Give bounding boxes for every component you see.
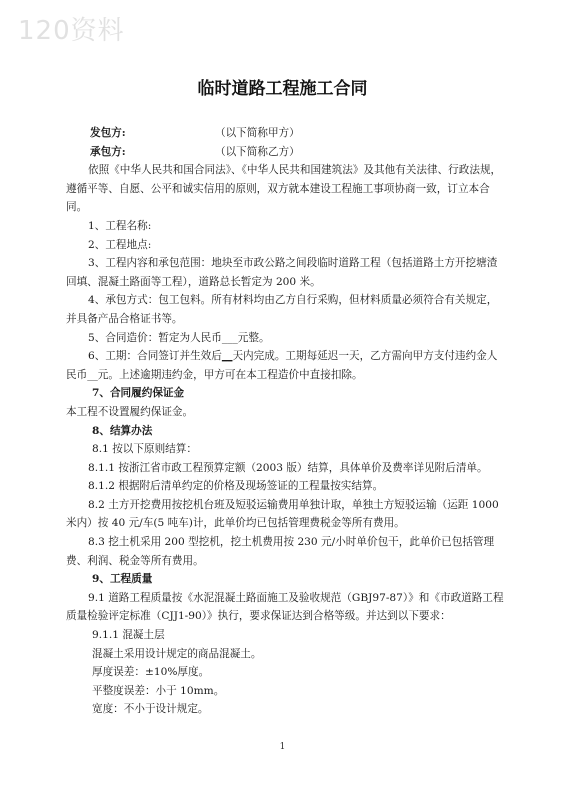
clause-9-1-1: 9.1.1 混凝土层 (92, 629, 165, 642)
section-8-heading: 8、结算办法 (92, 424, 153, 437)
price-text: 5、合同造价：暂定为人民币 (88, 331, 222, 344)
section-7-text: 本工程不设置履约保证金。 (66, 405, 194, 418)
price-unit: 元整。 (237, 331, 270, 344)
duration-text-end: 元。上述逾期违约金，甲方可在本工程造价中直接扣除。 (97, 368, 363, 381)
clause-8-2: 8.2 土方开挖费用按挖机台班及短驳运输费用单独计取，单独土方短驳运输（运距 1000 米内）按 40 元/车(5 吨车)计，此单价均已包括管理费税金等所有费用。 (66, 498, 499, 530)
clause-8-3: 8.3 挖土机采用 200 型挖机，挖土机费用按 230 元/小时单价包干，此单价已包括管理费、利润、税金等所有费用。 (66, 536, 495, 567)
contractor-value: （以下简称乙方） (215, 145, 300, 158)
page-number: 1 (279, 742, 286, 752)
watermark: 120资料 (18, 16, 125, 46)
clause-9-1: 9.1 道路工程质量按《水泥混凝土路面施工及验收规范（GBJ97-87）》和《市政道路工程质量检验评定标准（CJJ1-90）》执行，要求保证达到合格等级。并达到以下要求： (66, 591, 504, 623)
clause-8-1-2: 8.1.2 根据附后清单约定的价格及现场签证的工程量按实结算。 (88, 480, 384, 493)
clause-8-1: 8.1 按以下原则结算： (92, 443, 197, 456)
clause-8-1-1: 8.1.1 按浙江省市政工程预算定额（2003 版）结算，具体单价及费率详见附后清单。 (88, 461, 488, 474)
employer-line (66, 124, 506, 143)
item-duration (66, 347, 506, 384)
intro-paragraph: 依照《中华人民共和国合同法》、《中华人民共和国建筑法》及其他有关法律、行政法规，遵循平等、自愿、公平和诚实信用的原则，双方就本建设工程施工事项协商一致，订立本合同。 (66, 164, 502, 214)
item-scope: 3、工程内容和承包范围：地块至市政公路之间段临时道路工程（包括道路土方开挖塘渣回填、混凝土路面等工程），道路总长暂定为 200 米。 (66, 257, 498, 288)
document-title: 临时道路工程施工合同 (197, 79, 368, 99)
section-9-heading: 9、工程质量 (92, 573, 153, 586)
duration-blank: __ (221, 350, 233, 363)
width-requirement: 宽度：不小于设计规定。 (92, 703, 209, 716)
concrete-requirement: 混凝土采用设计规定的商品混凝土。 (92, 647, 262, 660)
document-body (66, 124, 506, 719)
duration-text-mid: 天内完成。工期每延迟一天，乙方需向甲方支付违约金人民币 (66, 350, 498, 381)
contractor-line (66, 143, 506, 162)
flatness-tolerance: 平整度误差：小于 10mm。 (92, 684, 225, 697)
duration-text: 6、工期：合同签订并生效后 (88, 350, 222, 363)
employer-value: （以下简称甲方） (215, 127, 300, 139)
contractor-label: 承包方: (90, 145, 126, 158)
employer-label: 发包方: (90, 127, 126, 139)
section-7-heading: 7、合同履约保证金 (92, 387, 185, 400)
item-project-name: 1、工程名称: (88, 219, 152, 232)
penalty-blank: __ (87, 368, 98, 381)
item-contract-price (66, 329, 506, 348)
price-blank: ___ (221, 331, 238, 344)
thickness-tolerance: 厚度误差：±10%厚度。 (92, 666, 210, 679)
item-project-location: 2、工程地点: (88, 238, 152, 251)
item-contract-mode: 4、承包方式：包工包料。所有材料均由乙方自行采购，但材料质量必须符合有关规定，并具备产品合格证书等。 (66, 294, 498, 325)
